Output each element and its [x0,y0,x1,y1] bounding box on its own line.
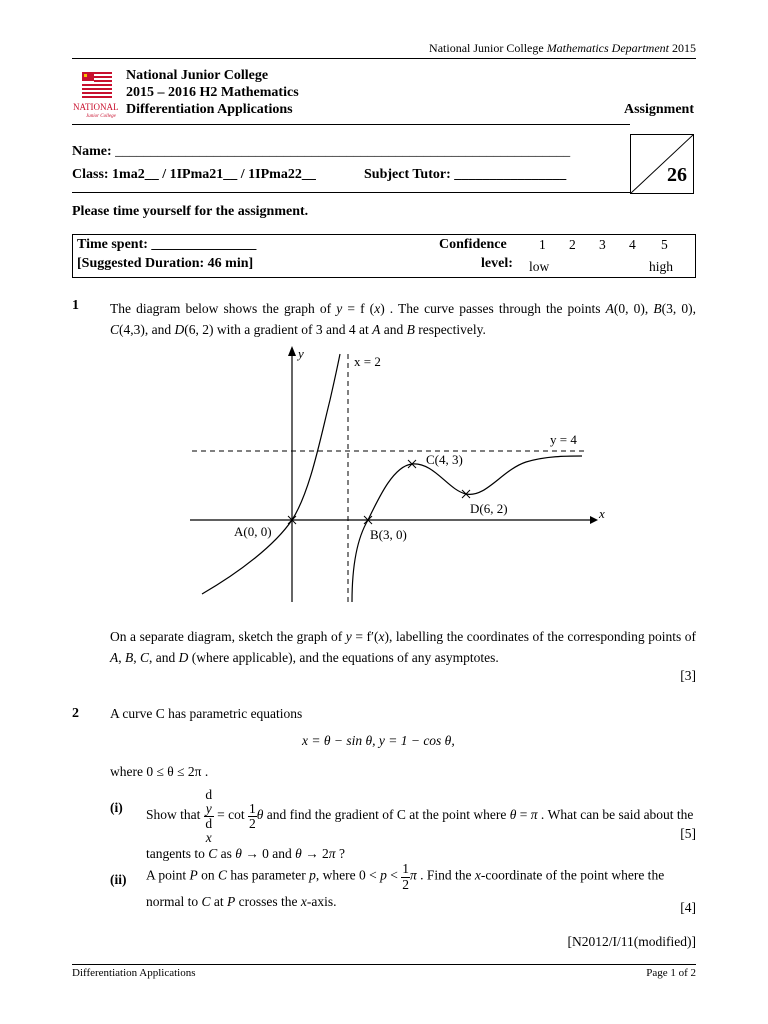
confidence-3[interactable]: 3 [599,237,606,252]
confidence-4[interactable]: 4 [629,237,636,252]
q2-part-ii-label: (ii) [110,872,127,887]
footer-left: Differentiation Applications [72,967,196,979]
q2-equations: x = θ − sin θ, y = 1 − cos θ, [302,733,455,748]
confidence-5[interactable]: 5 [661,237,668,252]
q2-intro: A curve C has parametric equations [110,706,303,721]
q1-task: On a separate diagram, sketch the graph of y = f′(x), labelling the coordinates of the corresponding points of A, B, C, and D (where applicable), and the equations of any asymptotes. [110,629,697,665]
curve-left-branch [202,354,340,594]
name-field[interactable]: Name: _________________________________________________________________ [72,144,571,159]
title-rule [72,124,630,125]
time-box [72,234,696,278]
q1-graph [180,340,620,610]
asymptote-x-label: x = 2 [354,354,381,369]
q2-part-i-label: (i) [110,800,123,815]
suggested-duration: [Suggested Duration: 46 min] [77,256,254,271]
x-axis-arrow [590,516,598,524]
tutor-field[interactable]: Subject Tutor: ________________ [364,167,567,182]
point-D-label: D(6, 2) [470,501,508,516]
point-B-label: B(3, 0) [370,527,407,542]
q1-number: 1 [72,298,79,313]
score-total: 26 [667,164,687,186]
class-field[interactable]: Class: 1ma2__ / 1IPma21__ / 1IPma22__ [72,167,316,182]
logo-wordmark: NATIONAL [73,102,119,112]
y-axis-label: y [298,346,304,361]
q2-part-ii-text: A point P on C has parameter p, where 0 < p < $\frac{1}{2}$ π . Find the x-coordinate of the point where the normal to C at P crosses the x-axis. [146,861,665,909]
footer-rule [72,964,696,965]
confidence-1[interactable]: 1 [539,237,546,252]
q2-domain: where 0 ≤ θ ≤ 2π . [110,764,209,779]
q1-marks: [3] [680,668,696,683]
instruction: Please time yourself for the assignment. [72,204,309,219]
confidence-label-2: level: [481,256,513,271]
confidence-2[interactable]: 2 [569,237,576,252]
time-spent-field[interactable]: Time spent: _______________ [77,237,257,252]
y-axis-arrow [288,346,296,356]
document-type: Assignment [623,102,694,117]
school-name: National Junior College [126,68,269,83]
school-logo [72,70,124,120]
topic-title: Differentiation Applications [126,102,293,117]
point-C-label: C(4, 3) [426,452,463,467]
x-axis-label: x [599,506,605,521]
form-rule [72,192,630,193]
running-header: National Junior College Mathematics Department 2015 [429,41,696,55]
confidence-high: high [649,259,674,274]
q2-part-i-marks: [5] [680,826,696,841]
confidence-label: Confidence [439,237,507,252]
header-rule [72,58,696,59]
point-A-label: A(0, 0) [234,524,272,539]
logo-subtext: Junior College [86,114,116,119]
q2-part-i-text: Show that d y d x = cot $\frac{1}{2}$ θ and find the gradient of C at the point where θ = π . What can be said about the tangents to C as θ → 0 and θ → 2π ? [146,787,694,861]
q2-part-ii-marks: [4] [680,900,696,915]
q2-number: 2 [72,706,79,721]
confidence-low: low [529,259,550,274]
footer-page: Page 1 of 2 [646,967,696,979]
q2-source: [N2012/I/11(modified)] [567,934,696,949]
asymptote-y-label: y = 4 [550,432,577,447]
q1-text: The diagram below shows the graph of y = f (x) . The curve passes through the points A(0, 0), B(3, 0), C(4,3), and D(6, 2) with a gradient of 3 and 4 at A and B respectively. [110,301,696,337]
course-title: 2015 – 2016 H2 Mathematics [126,85,299,100]
score-box [630,134,694,194]
